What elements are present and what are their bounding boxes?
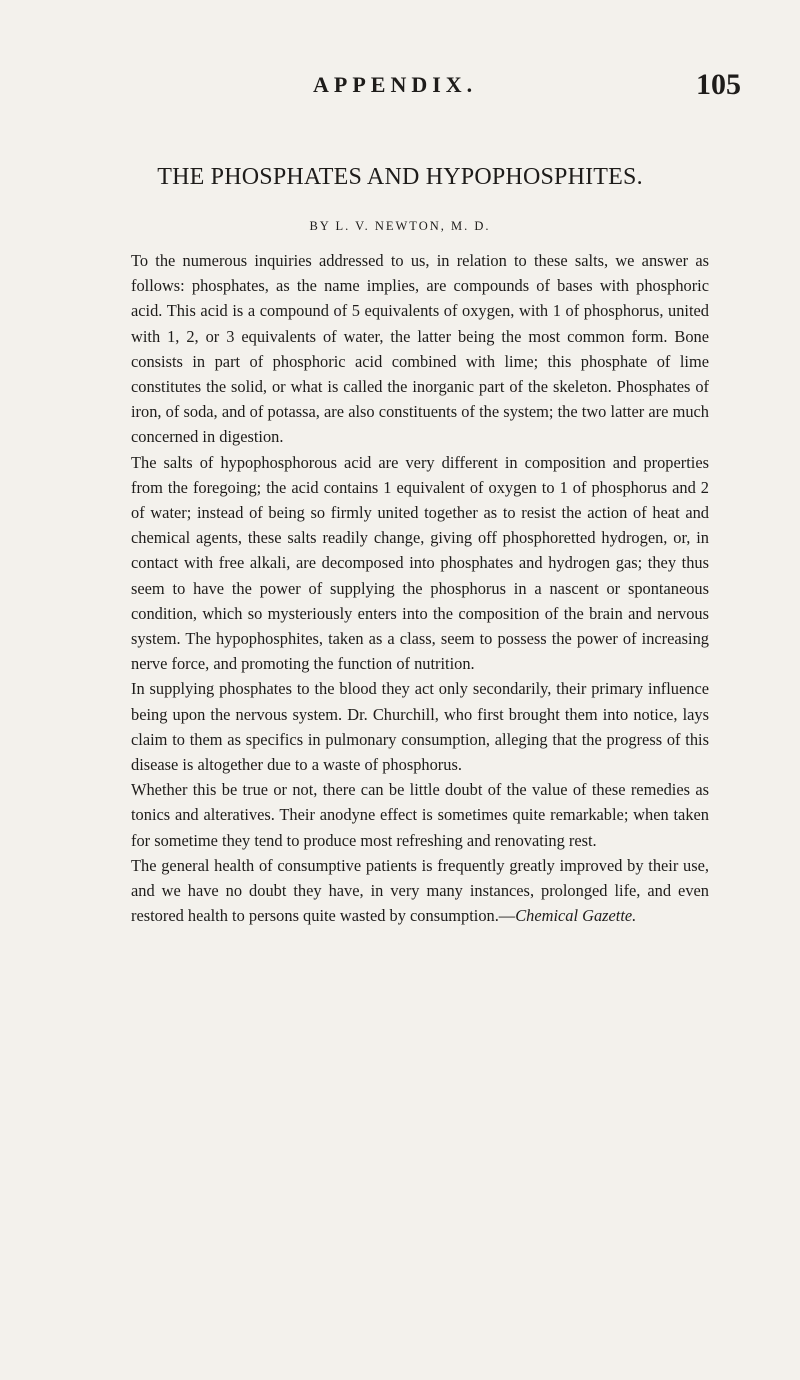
paragraph: To the numerous inquiries addressed to us, in relation to these salts, we answer as follows: phosphates, as the name implies, are compounds of bases with phosphoric acid. This acid is a compound of 5 equivalents of oxygen, with 1 of phosphorus, united with 1, 2, or 3 equivalents of water, the latter being the most common form. Bone consists in part of phosphoric acid combined with lime; this phosphate of lime constitutes the solid, or what is called the inorganic part of the skeleton. Phosphates of iron, of soda, and of potassa, are also constituents of the system; the two latter are much concerned in digestion. — [131, 251, 709, 447]
byline: BY L. V. NEWTON, M. D. — [309, 219, 491, 233]
article-body — [131, 248, 709, 928]
paragraph: Whether this be true or not, there can be little doubt of the value of these remedies as tonics and alteratives. Their anodyne effect is sometimes quite remarkable; when taken for sometime they tend to produce most refreshing and renovating rest. — [131, 780, 709, 850]
citation: Chemical Gazette. — [515, 906, 637, 926]
paragraph: In supplying phosphates to the blood they act only secondarily, their primary influence being upon the nervous system. Dr. Churchill, who first brought them into notice, lays claim to them as specifics in pulmonary consumption, alleging that the progress of this disease is altogether due to a waste of phosphorus. — [131, 679, 709, 775]
paragraph-last — [131, 853, 709, 929]
paragraph: The salts of hypophosphorous acid are very different in composition and properties from the foregoing; the acid contains 1 equivalent of oxygen to 1 of phosphorus and 2 of water; instead of being so firmly united together as to resist the action of heat and chemical agents, these salts readily change, giving off phosphoretted hydrogen, or, in contact with free alkali, are decomposed into phosphates and hydrogen gas; they thus seem to have the power of supplying the phosphorus in a nascent or spontaneous condition, which so mysteriously enters into the composition of the brain and nervous system. The hypophosphites, taken as a class, seem to possess the power of increasing nerve force, and promoting the function of nutrition. — [131, 452, 709, 674]
page-number: 105 — [696, 68, 741, 101]
running-head — [0, 68, 800, 108]
article-title: THE PHOSPHATES AND HYPOPHOSPHITES. — [157, 164, 643, 190]
paragraph-text: The general health of consumptive patients is frequently greatly improved by their use, and we have no doubt they have, in very many instances, prolonged life, and even restored health to persons quite wasted by consumption.— — [131, 855, 709, 926]
running-title: APPENDIX. — [313, 72, 478, 97]
